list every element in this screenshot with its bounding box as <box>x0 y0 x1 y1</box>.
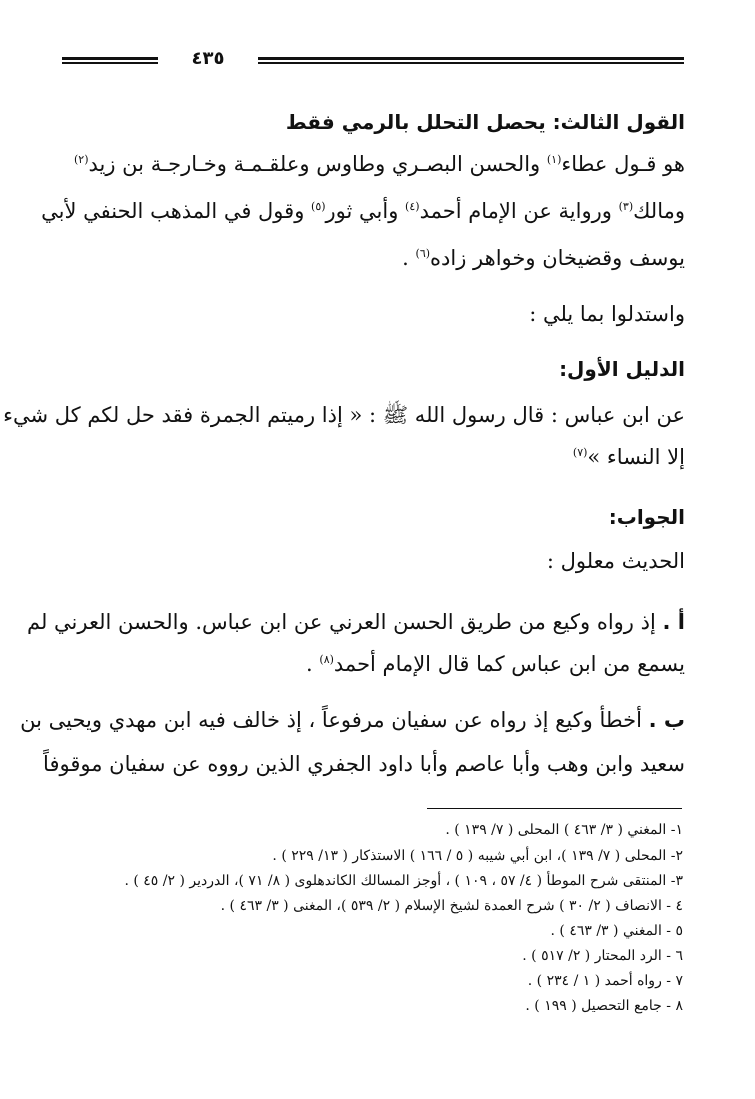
intro-line-2-b: ورواية عن الإمام أحمد <box>419 199 619 223</box>
header-rule-right <box>258 57 684 64</box>
footnote-5: ٥ - المغني ( ٣/ ٤٦٣ ) . <box>550 923 683 939</box>
point-b-line-2: سعيد وابن وهب وأبا عاصم وأبا داود الجفري الذين رووه عن سفيان موقوفاً <box>43 752 685 776</box>
point-a-line-2 <box>60 650 685 678</box>
intro-line-2-a: ومالك <box>633 199 685 223</box>
footnote-ref-7: (٧) <box>572 446 588 459</box>
footnote-ref-5: (٥) <box>311 200 326 213</box>
footnote-2: ٢- المحلى ( ٧/ ١٣٩ )، ابن أبي شيبه ( ٥ / ١٦٦ ) الاستذكار ( ١٣/ ٢٢٩ ) . <box>272 848 683 864</box>
footnote-ref-3: (٣) <box>618 200 634 213</box>
point-b-line-1 <box>20 706 685 734</box>
intro-line-3-a: يوسف وقضيخان وخواهر زاده <box>430 246 685 270</box>
point-a-line-2-b: . <box>306 652 320 676</box>
point-a-marker: أ . <box>662 610 685 634</box>
page-header <box>62 48 684 72</box>
footnote-ref-6: (٦) <box>415 247 431 260</box>
footnote-ref-4: (٤) <box>405 200 420 213</box>
intro-line-3-b: . <box>402 246 416 270</box>
intro-line-1-b: والحسن البصـري وطاوس وعلقـمـة وخـارجـة بن زيد <box>88 152 547 176</box>
answer-heading: الجواب: <box>608 505 685 529</box>
intro-line-1 <box>60 150 685 178</box>
point-b-line-1-text: أخطأ وكيع إذ رواه عن سفيان مرفوعاً ، إذ خالف فيه ابن مهدي ويحيى بن <box>20 708 649 732</box>
first-evidence-heading: الدليل الأول: <box>559 357 685 381</box>
first-evidence-line-1: عن ابن عباس : قال رسول الله ﷺ : « إذا رميتم الجمرة فقد حل لكم كل شيء <box>3 403 685 427</box>
footnote-7: ٧ - رواه أحمد ( ١ / ٢٣٤ ) . <box>527 973 683 989</box>
footnote-separator <box>427 808 682 809</box>
footnote-1: ١- المغني ( ٣/ ٤٦٣ ) المحلى ( ٧/ ١٣٩ ) . <box>445 822 683 838</box>
intro-line-2-c: وأبي ثور <box>325 199 406 223</box>
section-heading: القول الثالث: يحصل التحلل بالرمي فقط <box>285 110 685 134</box>
page-number: ٤٣٥ <box>191 48 225 69</box>
first-evidence-line-2-a: إلا النساء » <box>587 445 685 469</box>
intro-line-2 <box>41 197 685 225</box>
footnote-3: ٣- المنتقى شرح الموطأ ( ٤/ ٥٧ ، ١٠٩ ) ، أوجز المسالك الكاندهلوى ( ٨/ ٧١ )، الدردير ( ٢/ ٤٥ ) . <box>124 873 683 889</box>
footnote-ref-1: (١) <box>546 153 562 166</box>
point-b-marker: ب . <box>648 708 685 732</box>
footnote-6: ٦ - الرد المحتار ( ٢/ ٥١٧ ) . <box>522 948 683 964</box>
point-a-line-2-a: يسمع من ابن عباس كما قال الإمام أحمد <box>333 652 685 676</box>
first-evidence-line-2 <box>60 443 685 471</box>
intro-line-1-a: هو قـول عطاء <box>561 152 685 176</box>
footnote-8: ٨ - جامع التحصيل ( ١٩٩ ) . <box>525 998 683 1014</box>
footnote-ref-8: (٨) <box>319 653 334 666</box>
point-a-line-1-text: إذ رواه وكيع من طريق الحسن العرني عن ابن عباس. والحسن العرني لم <box>26 610 663 634</box>
point-a-line-1 <box>26 608 685 636</box>
footnote-4: ٤ - الانصاف ( ٢/ ٣٠ ) شرح العمدة لشيخ الإسلام ( ٢/ ٥٣٩ )، المغنى ( ٣/ ٤٦٣ ) . <box>220 898 683 914</box>
header-rule-left <box>62 57 158 64</box>
evidence-intro: واستدلوا بما يلي : <box>529 302 685 326</box>
intro-line-2-d: وقول في المذهب الحنفي لأبي <box>41 199 312 223</box>
answer-intro: الحديث معلول : <box>546 549 685 573</box>
intro-line-3 <box>60 244 685 272</box>
footnote-ref-2: (٢) <box>73 153 89 166</box>
